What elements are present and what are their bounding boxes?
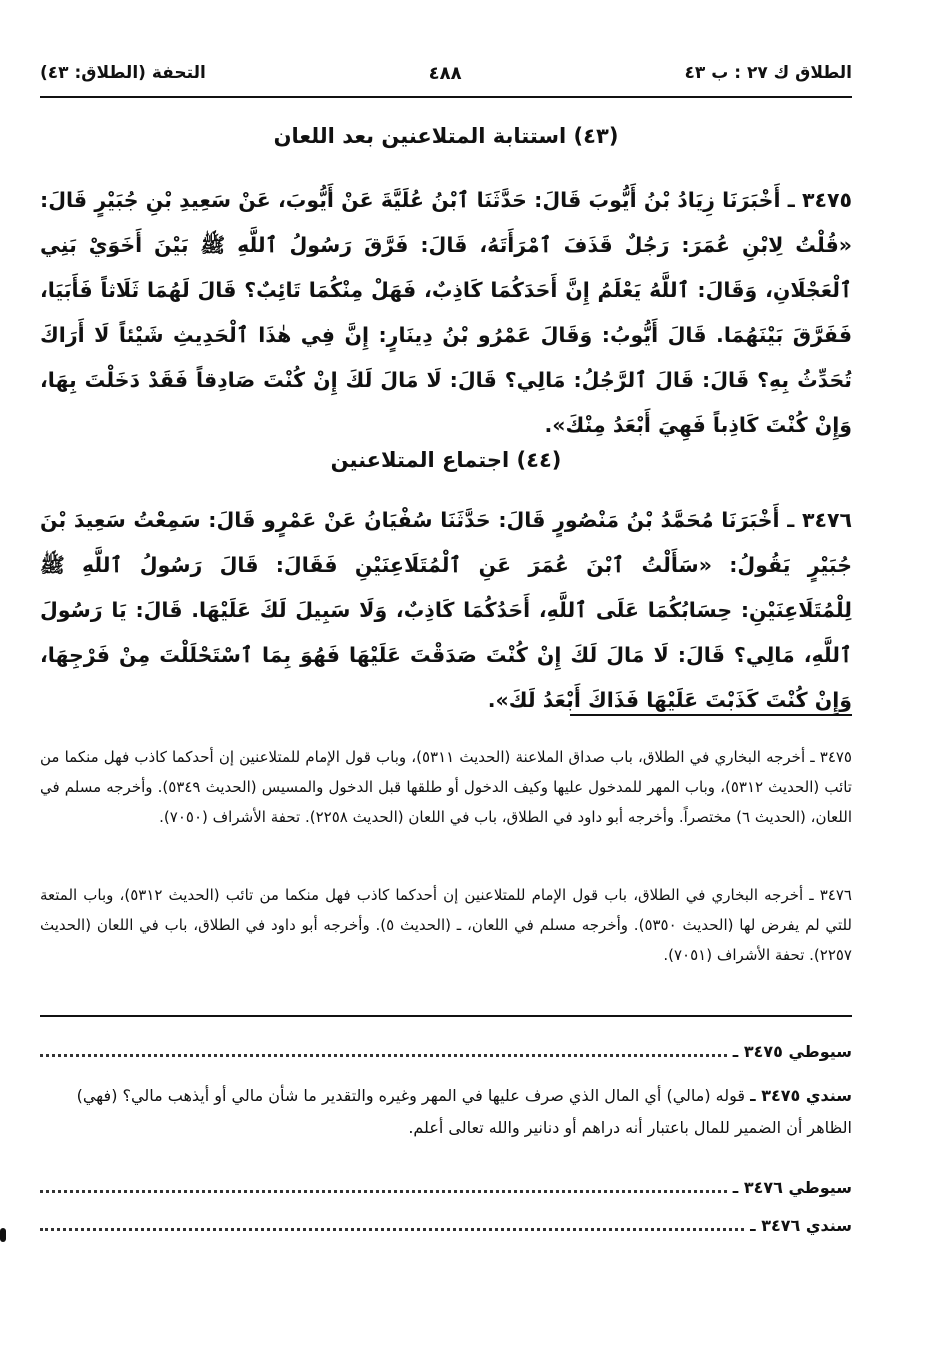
suyuti-3475-line: [40, 1042, 852, 1061]
header-tuhfa-ref: التحفة (الطلاق: ٤٣): [40, 63, 206, 83]
hadith-number: ٣٤٧٥ ـ: [787, 188, 852, 212]
sindi-3475-text: قوله (مالي) أي المال الذي صرف عليها في المهر وغيره والتقدير ما شأن مالي أو أيذهب مالي؟ (فهي) الظاهر أن الضمير للمال باعتبار أنه دراهم أو دنانير والله تعالى أعلم.: [76, 1086, 852, 1137]
dotted-leader: [40, 1053, 727, 1057]
header-divider: [40, 96, 852, 98]
suyuti-3475-label: سيوطي ٣٤٧٥ ـ: [732, 1042, 852, 1061]
scan-edge-mark: [0, 1228, 6, 1242]
suyuti-3476-label: سيوطي ٣٤٧٦ ـ: [732, 1178, 852, 1197]
hadith-text: أَخْبَرَنَا زِيَادُ بْنُ أَيُّوبَ قَالَ: حَدَّثَنَا ٱبْنُ عُلَيَّةَ عَنْ أَيُّوبَ، عَنْ سَعِيدِ بْنِ جُبَيْرٍ قَالَ: «قُلْتُ لِابْنِ عُمَرَ: رَجُلٌ قَذَفَ ٱمْرَأَتَهُ، قَالَ: فَرَّقَ رَسُولُ ٱللَّهِ ﷺ بَيْنَ أَخَوَيْ بَنِي ٱلْعَجْلَانِ، وَقَالَ: ٱللَّهُ يَعْلَمُ إِنَّ أَحَدَكُمَا كَاذِبٌ، فَهَلْ مِنْكُمَا تَائِبٌ؟ قَالَ لَهُمَا ثَلَاثاً فَأَبَيَا، فَفَرَّقَ بَيْنَهُمَا. قَالَ أَيُّوبُ: وَقَالَ عَمْرُو بْنُ دِينَارٍ: إِنَّ فِي هٰذَا ٱلْحَدِيثِ شَيْئاً لَا أَرَاكَ تُحَدِّثُ بِهِ؟ قَالَ: قَالَ ٱلرَّجُلُ: مَالِي؟ قَالَ: لَا مَالَ لَكَ إِنْ كُنْتَ صَادِقاً فَقَدْ دَخَلْتَ بِهَا، وَإِنْ كُنْتَ كَاذِباً فَهِيَ أَبْعَدُ مِنْكَ».: [40, 188, 852, 437]
sindi-3475-label: سندي ٣٤٧٥ ـ: [750, 1086, 852, 1105]
section-44-title: (٤٤) اجتماع المتلاعنين: [330, 448, 562, 472]
header-chapter-ref: الطلاق ك ٢٧ : ب ٤٣: [684, 63, 852, 83]
sindi-3476-line: [40, 1216, 852, 1235]
section-43-title: (٤٣) استتابة المتلاعنين بعد اللعان: [273, 124, 619, 148]
sindi-3475-note: [40, 1080, 852, 1144]
hadith-3475: [40, 178, 852, 448]
footnote-3476: ٣٤٧٦ ـ أخرجه البخاري في الطلاق، باب قول الإمام للمتلاعنين إن أحدكما كاذب فهل منكما من تائب (الحديث ٥٣١٢)، وباب المتعة للتي لم يفرض لها (الحديث ٥٣٥٠). وأخرجه مسلم في اللعان، ـ (الحديث ٥). وأخرجه أبو داود في الطلاق، باب في اللعان (الحديث ٢٢٥٧). تحفة الأشراف (٧٠٥١).: [40, 886, 853, 964]
footnote-divider: [570, 714, 852, 716]
dotted-leader: [40, 1189, 727, 1193]
hadith-text: أَخْبَرَنَا مُحَمَّدُ بْنُ مَنْصُورٍ قَالَ: حَدَّثَنَا سُفْيَانُ عَنْ عَمْرٍو قَالَ: سَمِعْتُ سَعِيدَ بْنَ جُبَيْرٍ يَقُولُ: «سَأَلْتُ ٱبْنَ عُمَرَ عَنِ ٱلْمُتَلَاعِنَيْنِ فَقَالَ: قَالَ رَسُولُ ٱللَّهِ ﷺ لِلْمُتَلَاعِنَيْنِ: حِسَابُكُمَا عَلَى ٱللَّهِ، أَحَدُكُمَا كَاذِبٌ، وَلَا سَبِيلَ لَكَ عَلَيْهَا. قَالَ: يَا رَسُولَ ٱللَّهِ، مَالِي؟ قَالَ: لَا مَالَ لَكَ إِنْ كُنْتَ صَدَقْتَ عَلَيْهَا فَهُوَ بِمَا ٱسْتَحْلَلْتَ مِنْ فَرْجِهَا، وَإِنْ كُنْتَ كَذَبْتَ عَلَيْهَا فَذَاكَ أَبْعَدُ لَكَ».: [40, 508, 852, 712]
running-header: [40, 56, 852, 90]
sindi-3476-label: سندي ٣٤٧٦ ـ: [750, 1216, 852, 1235]
dotted-leader: [40, 1227, 744, 1231]
footnote-3475: ٣٤٧٥ ـ أخرجه البخاري في الطلاق، باب صداق الملاعنة (الحديث ٥٣١١)، وباب قول الإمام للمتلاعنين إن أحدكما كاذب فهل منكما من تائب (الحديث ٥٣١٢)، وباب المهر للمدخول عليها وكيف الدخول أو طلقها قبل الدخول والمسيس (الحديث ٥٣٤٩). وأخرجه مسلم في اللعان، (الحديث ٦) مختصراً. وأخرجه أبو داود في الطلاق، باب في اللعان (الحديث ٢٢٥٨). تحفة الأشراف (٧٠٥٠).: [40, 748, 852, 826]
suyuti-3476-line: [40, 1178, 852, 1197]
hadith-number: ٣٤٧٦ ـ: [787, 508, 852, 532]
page-number: ٤٨٨: [428, 62, 462, 84]
commentary-divider: [40, 1015, 852, 1017]
hadith-3476: [40, 498, 852, 723]
